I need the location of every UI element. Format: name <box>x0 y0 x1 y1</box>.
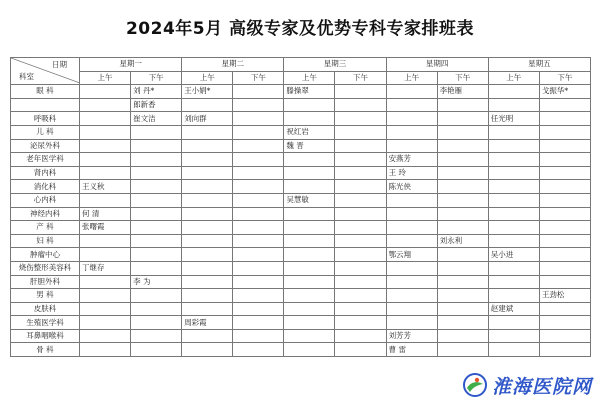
table-row <box>11 261 591 275</box>
department-cell <box>11 98 80 112</box>
doctor-cell <box>335 234 386 248</box>
table-row <box>11 139 591 153</box>
doctor-cell <box>233 261 284 275</box>
schedule-table <box>10 57 591 357</box>
doctor-cell <box>437 125 488 139</box>
doctor-cell <box>284 112 335 126</box>
table-row <box>11 85 591 99</box>
doctor-cell <box>335 98 386 112</box>
doctor-cell <box>488 193 539 207</box>
doctor-cell <box>539 343 590 357</box>
day-header: 星期二 <box>182 58 284 72</box>
shift-header-row <box>11 71 591 85</box>
doctor-cell <box>488 221 539 235</box>
department-cell: 耳鼻咽喉科 <box>11 329 80 343</box>
doctor-cell <box>488 275 539 289</box>
doctor-cell <box>386 234 437 248</box>
doctor-cell <box>80 289 131 303</box>
doctor-cell: 刘向群 <box>182 112 233 126</box>
department-cell: 生殖医学科 <box>11 316 80 330</box>
department-cell: 泌尿外科 <box>11 139 80 153</box>
doctor-cell <box>335 153 386 167</box>
doctor-cell <box>437 248 488 262</box>
doctor-cell <box>233 248 284 262</box>
doctor-cell <box>131 234 182 248</box>
doctor-cell <box>539 193 590 207</box>
department-cell: 妇 科 <box>11 234 80 248</box>
doctor-cell: 曹 雷 <box>386 343 437 357</box>
page-title: 2024年5月 高级专家及优势专科专家排班表 <box>125 19 475 39</box>
doctor-cell: 郎新香 <box>131 98 182 112</box>
doctor-cell <box>284 98 335 112</box>
doctor-cell <box>335 125 386 139</box>
doctor-cell <box>182 248 233 262</box>
doctor-cell: 王义秋 <box>80 180 131 194</box>
doctor-cell <box>182 207 233 221</box>
doctor-cell <box>539 329 590 343</box>
doctor-cell <box>131 302 182 316</box>
table-row <box>11 180 591 194</box>
doctor-cell <box>386 139 437 153</box>
shift-header: 下午 <box>539 71 590 85</box>
doctor-cell: 吴慧敏 <box>284 193 335 207</box>
doctor-cell <box>131 343 182 357</box>
doctor-cell <box>80 275 131 289</box>
doctor-cell <box>539 221 590 235</box>
doctor-cell: 崔文洁 <box>131 112 182 126</box>
doctor-cell <box>335 180 386 194</box>
doctor-cell <box>488 289 539 303</box>
doctor-cell <box>437 112 488 126</box>
doctor-cell <box>80 329 131 343</box>
doctor-cell <box>182 343 233 357</box>
doctor-cell <box>284 289 335 303</box>
doctor-cell <box>131 221 182 235</box>
doctor-cell <box>80 166 131 180</box>
doctor-cell <box>233 302 284 316</box>
doctor-cell <box>182 302 233 316</box>
doctor-cell: 任光明 <box>488 112 539 126</box>
department-cell: 烧伤整形美容科 <box>11 261 80 275</box>
doctor-cell <box>539 261 590 275</box>
department-cell: 肝胆外科 <box>11 275 80 289</box>
table-row <box>11 302 591 316</box>
doctor-cell <box>80 234 131 248</box>
doctor-cell <box>539 112 590 126</box>
department-cell: 消化科 <box>11 180 80 194</box>
doctor-cell <box>335 289 386 303</box>
doctor-cell: 周彩霞 <box>182 316 233 330</box>
doctor-cell <box>437 261 488 275</box>
doctor-cell <box>233 207 284 221</box>
table-row <box>11 207 591 221</box>
doctor-cell <box>437 180 488 194</box>
doctor-cell: 安燕芳 <box>386 153 437 167</box>
doctor-cell <box>386 221 437 235</box>
watermark-text: 淮海医院网 <box>491 375 592 398</box>
doctor-cell <box>233 316 284 330</box>
table-row <box>11 289 591 303</box>
doctor-cell: 滕操翠 <box>284 85 335 99</box>
doctor-cell: 张曙霞 <box>80 221 131 235</box>
doctor-cell <box>488 234 539 248</box>
doctor-cell <box>335 139 386 153</box>
doctor-cell <box>182 261 233 275</box>
doctor-cell <box>386 261 437 275</box>
doctor-cell <box>539 275 590 289</box>
doctor-cell <box>131 261 182 275</box>
doctor-cell <box>284 302 335 316</box>
doctor-cell <box>386 193 437 207</box>
doctor-cell <box>284 261 335 275</box>
doctor-cell <box>80 343 131 357</box>
doctor-cell <box>182 193 233 207</box>
doctor-cell <box>131 180 182 194</box>
doctor-cell <box>539 98 590 112</box>
doctor-cell <box>182 289 233 303</box>
doctor-cell: 何 清 <box>80 207 131 221</box>
doctor-cell <box>131 329 182 343</box>
doctor-cell <box>182 139 233 153</box>
doctor-cell <box>233 139 284 153</box>
doctor-cell <box>488 343 539 357</box>
doctor-cell <box>182 221 233 235</box>
doctor-cell <box>386 112 437 126</box>
doctor-cell <box>539 207 590 221</box>
doctor-cell <box>539 248 590 262</box>
day-header-row <box>11 58 591 72</box>
doctor-cell <box>182 153 233 167</box>
table-row <box>11 275 591 289</box>
doctor-cell <box>386 289 437 303</box>
doctor-cell <box>80 248 131 262</box>
shift-header: 上午 <box>182 71 233 85</box>
doctor-cell <box>488 166 539 180</box>
doctor-cell <box>233 221 284 235</box>
department-cell: 肿瘤中心 <box>11 248 80 262</box>
day-header: 星期五 <box>488 58 590 72</box>
doctor-cell <box>284 329 335 343</box>
doctor-cell: 丁继存 <box>80 261 131 275</box>
doctor-cell: 刘永利 <box>437 234 488 248</box>
corner-header-cell <box>11 58 80 85</box>
table-row <box>11 153 591 167</box>
doctor-cell: 刘 丹* <box>131 85 182 99</box>
doctor-cell <box>437 139 488 153</box>
doctor-cell <box>284 343 335 357</box>
doctor-cell <box>284 207 335 221</box>
day-header: 星期一 <box>80 58 182 72</box>
doctor-cell <box>386 98 437 112</box>
doctor-cell <box>80 153 131 167</box>
doctor-cell <box>182 98 233 112</box>
table-row <box>11 166 591 180</box>
doctor-cell <box>233 153 284 167</box>
doctor-cell <box>131 125 182 139</box>
doctor-cell <box>131 289 182 303</box>
table-row <box>11 343 591 357</box>
department-cell: 皮肤科 <box>11 302 80 316</box>
department-cell: 眼 科 <box>11 85 80 99</box>
doctor-cell <box>335 248 386 262</box>
shift-header: 下午 <box>335 71 386 85</box>
doctor-cell <box>284 275 335 289</box>
doctor-cell <box>131 207 182 221</box>
doctor-cell <box>539 302 590 316</box>
table-row <box>11 112 591 126</box>
doctor-cell <box>437 302 488 316</box>
doctor-cell <box>284 248 335 262</box>
doctor-cell <box>386 316 437 330</box>
doctor-cell <box>437 166 488 180</box>
doctor-cell <box>386 125 437 139</box>
doctor-cell <box>284 221 335 235</box>
day-header: 星期三 <box>284 58 386 72</box>
doctor-cell <box>488 153 539 167</box>
doctor-cell <box>182 329 233 343</box>
doctor-cell <box>284 166 335 180</box>
doctor-cell <box>80 139 131 153</box>
doctor-cell <box>131 193 182 207</box>
doctor-cell <box>335 302 386 316</box>
doctor-cell <box>539 180 590 194</box>
doctor-cell <box>131 316 182 330</box>
doctor-cell <box>284 153 335 167</box>
doctor-cell <box>182 180 233 194</box>
doctor-cell <box>80 112 131 126</box>
doctor-cell: 赵建斌 <box>488 302 539 316</box>
doctor-cell <box>284 316 335 330</box>
doctor-cell <box>539 166 590 180</box>
schedule-body <box>11 85 591 357</box>
doctor-cell: 吴小进 <box>488 248 539 262</box>
doctor-cell <box>386 302 437 316</box>
doctor-cell <box>233 125 284 139</box>
table-row <box>11 193 591 207</box>
corner-date-label: 日期 <box>52 60 67 69</box>
doctor-cell <box>335 85 386 99</box>
doctor-cell <box>335 207 386 221</box>
doctor-cell <box>80 85 131 99</box>
doctor-cell <box>437 221 488 235</box>
doctor-cell <box>233 234 284 248</box>
doctor-cell: 李艳雁 <box>437 85 488 99</box>
doctor-cell <box>386 85 437 99</box>
doctor-cell: 王 玲 <box>386 166 437 180</box>
doctor-cell <box>233 329 284 343</box>
doctor-cell <box>80 193 131 207</box>
doctor-cell <box>539 125 590 139</box>
table-row <box>11 329 591 343</box>
doctor-cell <box>386 207 437 221</box>
doctor-cell <box>539 234 590 248</box>
shift-header: 上午 <box>488 71 539 85</box>
doctor-cell <box>488 139 539 153</box>
doctor-cell <box>335 193 386 207</box>
day-header: 星期四 <box>386 58 488 72</box>
department-cell: 骨 科 <box>11 343 80 357</box>
doctor-cell <box>131 166 182 180</box>
doctor-cell <box>437 316 488 330</box>
doctor-cell <box>182 125 233 139</box>
doctor-cell <box>386 275 437 289</box>
doctor-cell <box>335 275 386 289</box>
doctor-cell <box>182 166 233 180</box>
department-cell: 呼吸科 <box>11 112 80 126</box>
doctor-cell: 王劲松 <box>539 289 590 303</box>
department-cell: 神经内科 <box>11 207 80 221</box>
department-cell: 儿 科 <box>11 125 80 139</box>
department-cell: 产 科 <box>11 221 80 235</box>
doctor-cell <box>539 153 590 167</box>
doctor-cell <box>182 234 233 248</box>
doctor-cell <box>80 316 131 330</box>
doctor-cell <box>539 316 590 330</box>
doctor-cell <box>335 316 386 330</box>
shift-header: 下午 <box>233 71 284 85</box>
hospital-logo-icon <box>462 372 488 398</box>
doctor-cell <box>131 248 182 262</box>
doctor-cell <box>284 180 335 194</box>
doctor-cell: 魏 晋 <box>284 139 335 153</box>
shift-header: 上午 <box>386 71 437 85</box>
doctor-cell <box>488 261 539 275</box>
doctor-cell <box>335 221 386 235</box>
corner-dept-label: 科室 <box>19 72 34 82</box>
doctor-cell <box>488 98 539 112</box>
doctor-cell <box>539 139 590 153</box>
shift-header: 下午 <box>437 71 488 85</box>
doctor-cell <box>233 180 284 194</box>
doctor-cell <box>488 85 539 99</box>
doctor-cell <box>437 289 488 303</box>
doctor-cell <box>335 261 386 275</box>
doctor-cell <box>488 180 539 194</box>
doctor-cell <box>80 98 131 112</box>
doctor-cell: 陈光侠 <box>386 180 437 194</box>
doctor-cell <box>437 193 488 207</box>
department-cell: 肾内科 <box>11 166 80 180</box>
doctor-cell <box>437 207 488 221</box>
doctor-cell: 祝红岩 <box>284 125 335 139</box>
doctor-cell <box>131 139 182 153</box>
doctor-cell <box>284 234 335 248</box>
doctor-cell <box>488 329 539 343</box>
doctor-cell <box>335 329 386 343</box>
doctor-cell <box>182 275 233 289</box>
doctor-cell <box>335 166 386 180</box>
doctor-cell <box>233 85 284 99</box>
table-row <box>11 234 591 248</box>
department-cell: 心内科 <box>11 193 80 207</box>
doctor-cell <box>437 153 488 167</box>
doctor-cell: 王小娟* <box>182 85 233 99</box>
shift-header: 上午 <box>284 71 335 85</box>
department-cell: 老年医学科 <box>11 153 80 167</box>
doctor-cell <box>335 343 386 357</box>
doctor-cell: 鄂云翔 <box>386 248 437 262</box>
doctor-cell <box>335 112 386 126</box>
doctor-cell <box>488 207 539 221</box>
table-row <box>11 316 591 330</box>
doctor-cell <box>233 98 284 112</box>
watermark <box>462 371 592 399</box>
doctor-cell <box>233 275 284 289</box>
doctor-cell <box>437 329 488 343</box>
doctor-cell <box>80 302 131 316</box>
doctor-cell <box>488 316 539 330</box>
table-row <box>11 248 591 262</box>
table-row <box>11 125 591 139</box>
shift-header: 下午 <box>131 71 182 85</box>
table-row <box>11 98 591 112</box>
shift-header: 上午 <box>80 71 131 85</box>
doctor-cell <box>233 112 284 126</box>
doctor-cell <box>437 343 488 357</box>
doctor-cell: 刘芳芳 <box>386 329 437 343</box>
doctor-cell <box>233 343 284 357</box>
doctor-cell <box>233 289 284 303</box>
doctor-cell <box>437 275 488 289</box>
doctor-cell: 戈振华* <box>539 85 590 99</box>
department-cell: 男 科 <box>11 289 80 303</box>
doctor-cell <box>80 125 131 139</box>
doctor-cell <box>131 153 182 167</box>
doctor-cell <box>437 98 488 112</box>
table-row <box>11 221 591 235</box>
doctor-cell: 李 为 <box>131 275 182 289</box>
doctor-cell <box>233 193 284 207</box>
doctor-cell <box>233 166 284 180</box>
doctor-cell <box>488 125 539 139</box>
